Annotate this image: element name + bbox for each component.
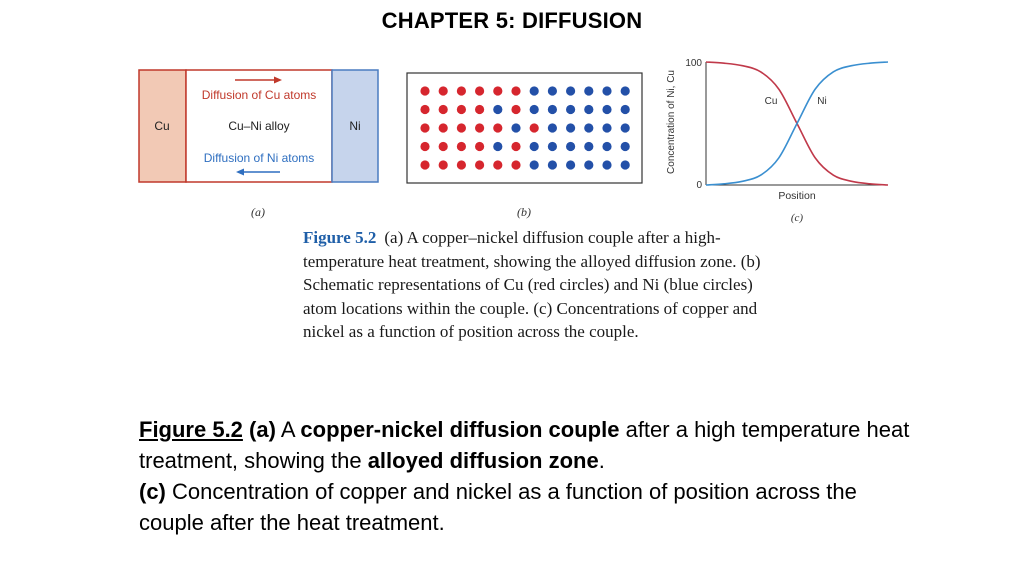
caption-bold-1: copper-nickel diffusion couple (300, 417, 620, 442)
ni-atom (511, 123, 520, 132)
ni-label: Ni (349, 119, 361, 133)
cu-atom (493, 123, 502, 132)
ni-atom (621, 142, 630, 151)
ni-atom (584, 86, 593, 95)
cu-atom (493, 160, 502, 169)
y-tick-100: 100 (685, 58, 702, 69)
cu-atom (493, 86, 502, 95)
ni-atom (530, 86, 539, 95)
ni-atom (566, 142, 575, 151)
cu-atom (511, 86, 520, 95)
chart-series (706, 62, 888, 185)
cu-atom (457, 86, 466, 95)
y-tick-0: 0 (696, 180, 702, 191)
caption-bold-2: alloyed diffusion zone (367, 448, 599, 473)
alloy-label: Cu–Ni alloy (228, 119, 290, 133)
cu-atom (511, 160, 520, 169)
ni-atom (548, 160, 557, 169)
cu-atom (475, 142, 484, 151)
cu-atom (420, 86, 429, 95)
ni-atom (602, 123, 611, 132)
ni-atom (621, 86, 630, 95)
ni-diffusion-label: Diffusion of Ni atoms (203, 151, 315, 165)
cu-atom (475, 86, 484, 95)
slide-title: CHAPTER 5: DIFFUSION (381, 8, 643, 33)
panel-a-diffusion-couple (139, 70, 378, 219)
cu-atom (475, 123, 484, 132)
caption-figure-label: Figure 5.2 (139, 417, 243, 442)
ni-atom (584, 105, 593, 114)
cu-atom (420, 160, 429, 169)
cu-diffusion-label: Diffusion of Cu atoms (201, 88, 317, 102)
ni-atom (584, 160, 593, 169)
ni-atom (548, 105, 557, 114)
ni-atom (493, 105, 502, 114)
printed-figure-caption (303, 226, 773, 344)
printed-figure-label: Figure 5.2 (303, 228, 377, 247)
cu-atom (457, 105, 466, 114)
cu-atom (457, 142, 466, 151)
cu-atom (511, 142, 520, 151)
panel-c-concentration-chart (666, 58, 888, 224)
ni-atom (566, 160, 575, 169)
ni-atom (530, 160, 539, 169)
cu-atom (511, 105, 520, 114)
cu-atom (439, 86, 448, 95)
cu-label: Cu (154, 119, 170, 133)
cu-atom (420, 123, 429, 132)
caption-text-4: Concentration of copper and nickel as a function of position across the couple after the heat treatment. (139, 479, 857, 535)
panel-b-atom-schematic (407, 73, 642, 219)
caption-c-label: (c) (139, 479, 166, 504)
panel-a-sublabel: (a) (251, 205, 265, 219)
ni-atom (530, 142, 539, 151)
ni-atom (621, 160, 630, 169)
panel-c-sublabel: (c) (790, 212, 804, 224)
cu-atom (420, 142, 429, 151)
cu-atom (457, 123, 466, 132)
ni-atom (548, 86, 557, 95)
ni-atom (566, 123, 575, 132)
cu-atom (475, 105, 484, 114)
caption-text-2: after a high temperature heat treatment, showing the (139, 417, 910, 473)
ni-atom (566, 105, 575, 114)
ni-atom (548, 123, 557, 132)
cu-atom (439, 123, 448, 132)
ni-atom (548, 142, 557, 151)
slide-caption (139, 414, 919, 538)
x-axis-label: Position (778, 190, 816, 202)
caption-text-1: A (275, 417, 301, 442)
cu-atom (475, 160, 484, 169)
ni-atom (584, 123, 593, 132)
panel-b-sublabel: (b) (517, 205, 531, 219)
cu-atom (530, 123, 539, 132)
printed-caption-text: (a) A copper–nickel diffusion couple after a high-temperature heat treatment, showing the alloyed diffusion zone. (b) Schematic representations of Cu (red circles) and Ni (blue circles) atom locations within the couple. (c) Concentrations of copper and nickel as a function of position across the couple. (303, 228, 761, 342)
cu-atom (439, 142, 448, 151)
ni-atom (602, 86, 611, 95)
cu-atom (439, 160, 448, 169)
y-axis-label: Concentration of Ni, Cu (666, 70, 677, 174)
cu-atom (439, 105, 448, 114)
cu-series-label: Cu (764, 96, 778, 107)
ni-concentration-line (706, 62, 888, 185)
caption-text-3: . (598, 448, 605, 473)
ni-atom (602, 160, 611, 169)
ni-atom (602, 105, 611, 114)
cu-atom (457, 160, 466, 169)
ni-atom (530, 105, 539, 114)
cu-atom (420, 105, 429, 114)
ni-atom (566, 86, 575, 95)
ni-atom (584, 142, 593, 151)
ni-atom (621, 105, 630, 114)
ni-atom (621, 123, 630, 132)
ni-atom (493, 142, 502, 151)
ni-atom (602, 142, 611, 151)
caption-a-label: (a) (249, 417, 276, 442)
ni-series-label: Ni (817, 96, 827, 107)
